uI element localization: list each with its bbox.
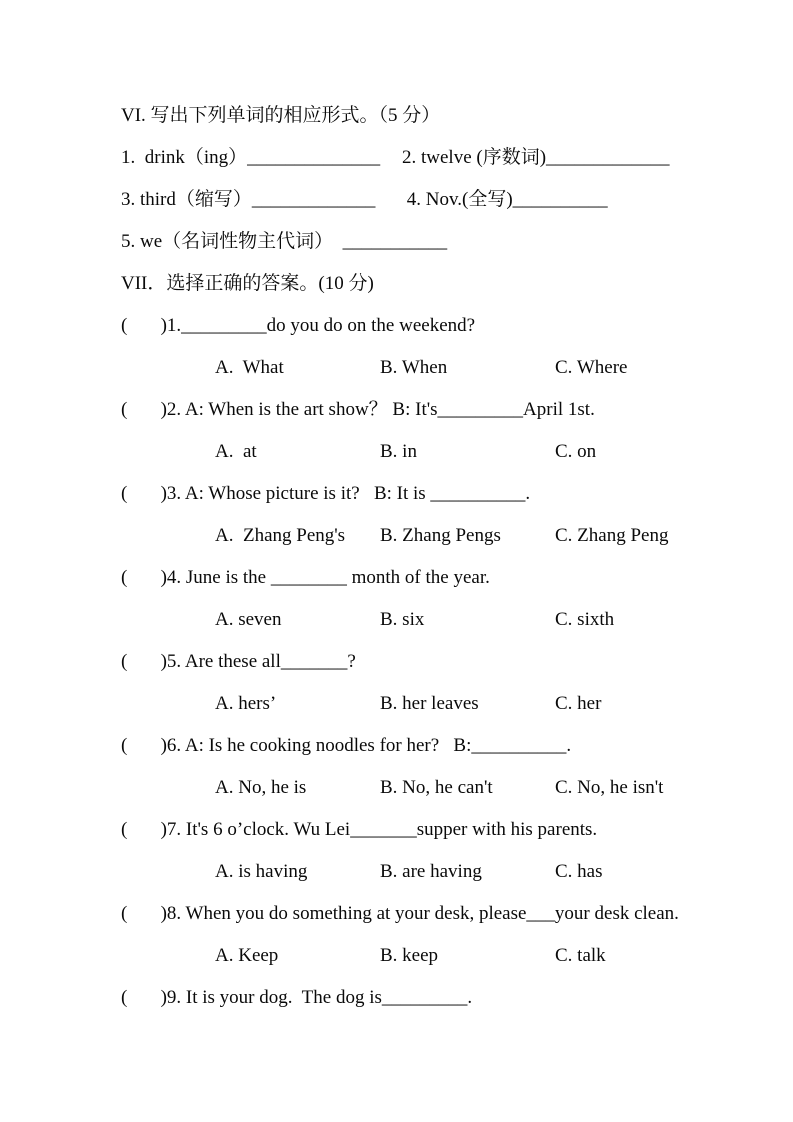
option-c: C. Where xyxy=(555,357,628,378)
option-a: A. is having xyxy=(215,861,308,882)
option-a: A. Keep xyxy=(215,945,279,966)
option-b: B. six xyxy=(380,609,425,630)
fill-blank-item-3: 3. third（缩写）_____________ xyxy=(121,189,376,210)
fill-blank-row xyxy=(121,179,743,221)
option-b: B. keep xyxy=(380,945,439,966)
question-options-3 xyxy=(121,515,743,557)
option-a: A. Zhang Peng's xyxy=(215,525,346,546)
question-stem-7: ( )7. It's 6 o’clock. Wu Lei_______supper with his parents. xyxy=(121,819,598,840)
question-options-4 xyxy=(121,599,743,641)
question-options-6 xyxy=(121,767,743,809)
option-b: B. When xyxy=(380,357,448,378)
option-b: B. in xyxy=(380,441,417,462)
question-stem-5: ( )5. Are these all_______? xyxy=(121,651,356,672)
question-options-1 xyxy=(121,347,743,389)
question-stem-9: ( )9. It is your dog. The dog is_________. xyxy=(121,987,473,1008)
option-b: B. Zhang Pengs xyxy=(380,525,501,546)
question-options-2 xyxy=(121,431,743,473)
option-a: A. at xyxy=(215,441,257,462)
option-c: C. her xyxy=(555,693,602,714)
option-b: B. are having xyxy=(380,861,482,882)
section-vii-title: VII．选择正确的答案。(10 分) xyxy=(121,273,374,294)
question-options-8 xyxy=(121,935,743,977)
question-stem-1: ( )1._________do you do on the weekend? xyxy=(121,315,476,336)
option-c: C. on xyxy=(555,441,597,462)
option-a: A. No, he is xyxy=(215,777,307,798)
option-c: C. sixth xyxy=(555,609,615,630)
question-options-5 xyxy=(121,683,743,725)
option-b: B. her leaves xyxy=(380,693,479,714)
question-options-7 xyxy=(121,851,743,893)
option-c: C. Zhang Peng xyxy=(555,525,669,546)
fill-blank-item-1: 1. drink（ing）______________ xyxy=(121,147,381,168)
fill-blank-item-2: 2. twelve (序数词)_____________ xyxy=(402,147,670,168)
option-c: C. No, he isn't xyxy=(555,777,664,798)
fill-blank-item-4: 4. Nov.(全写)__________ xyxy=(402,189,608,210)
question-stem-4: ( )4. June is the ________ month of the year. xyxy=(121,567,490,588)
option-a: A. What xyxy=(215,357,284,378)
option-c: C. has xyxy=(555,861,603,882)
option-a: A. seven xyxy=(215,609,282,630)
question-stem-8: ( )8. When you do something at your desk, please___your desk clean. xyxy=(121,903,679,924)
section-vi-title: VI. 写出下列单词的相应形式。（5 分） xyxy=(121,105,441,126)
question-stem-2: ( )2. A: When is the art show？ B: It's_________April 1st. xyxy=(121,399,595,420)
fill-blank-row xyxy=(121,137,743,179)
question-stem-6: ( )6. A: Is he cooking noodles for her? B:__________. xyxy=(121,735,572,756)
question-stem-3: ( )3. A: Whose picture is it? B: It is __________. xyxy=(121,483,531,504)
option-a: A. hers’ xyxy=(215,693,277,714)
option-b: B. No, he can't xyxy=(380,777,493,798)
option-c: C. talk xyxy=(555,945,606,966)
fill-blank-item-5: 5. we（名词性物主代词） ___________ xyxy=(121,231,448,252)
